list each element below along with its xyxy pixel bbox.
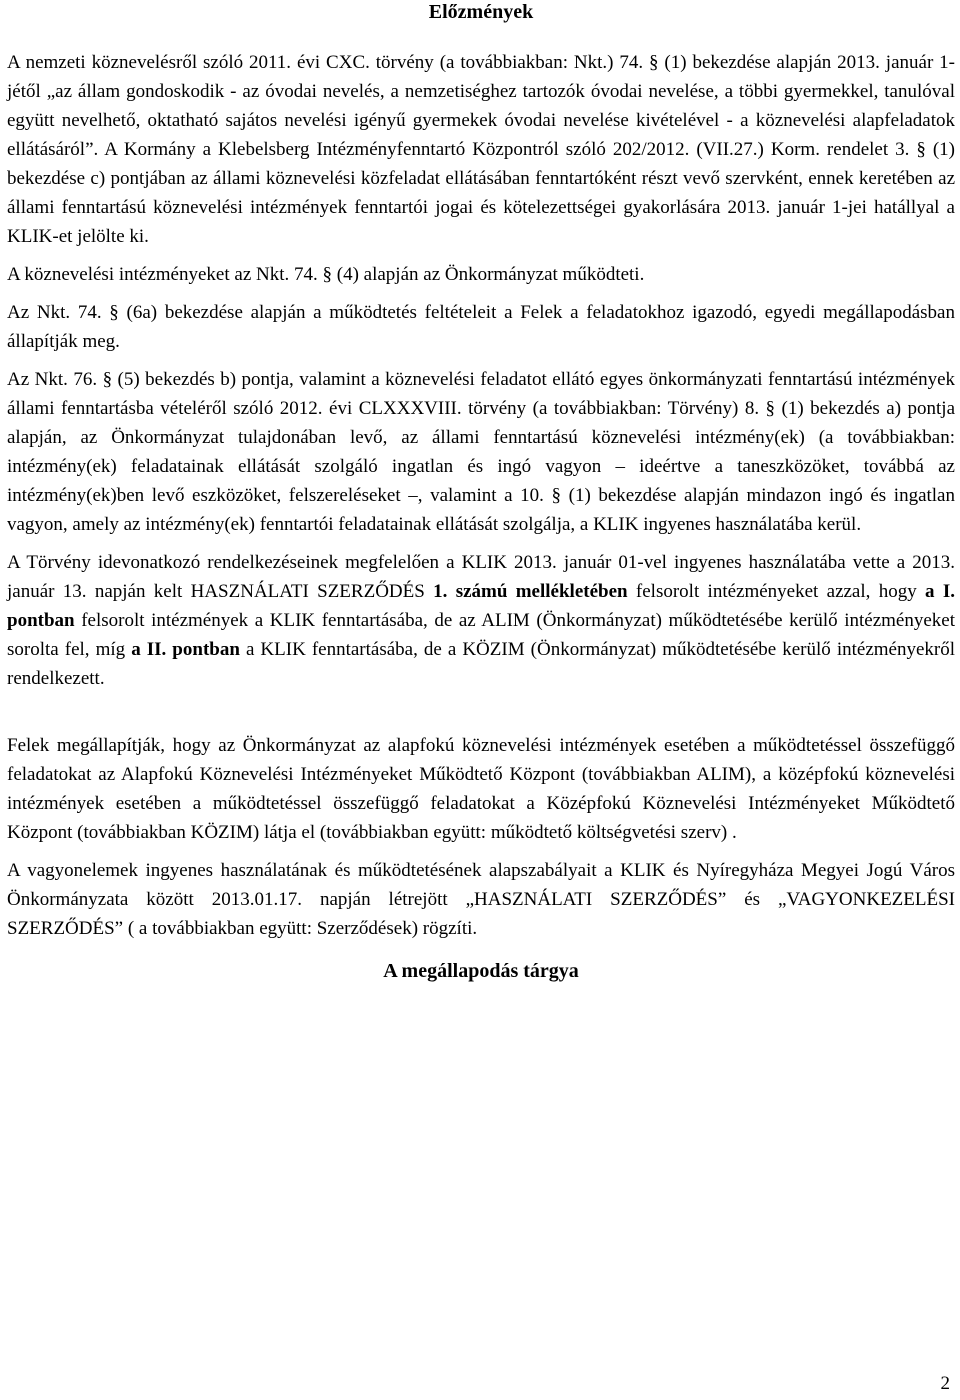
transfer-bold-point-two: a II. pontban	[131, 639, 240, 660]
transfer-text-3: felsorolt intézmények a KLIK fenntartásába, de az ALIM (Önkormányzat) működtetésébe kerülő intézményeket sorolta fel, míg	[7, 610, 955, 660]
paragraph-agreement-basis: Az Nkt. 74. § (6a) bekezdése alapján a működtetés feltételeit a Felek a feladatokhoz igazodó, egyedi megállapodásban állapítják meg.	[7, 302, 955, 352]
transfer-text-1: A Törvény idevonatkozó rendelkezéseinek megfelelően a KLIK 2013. január 01-vel ingyenes használatába vette a 2013. január 13. napján kelt HASZNÁLATI SZERZŐDÉS	[7, 552, 955, 602]
paragraph-property-use: Az Nkt. 76. § (5) bekezdés b) pontja, valamint a köznevelési feladatot ellátó egyes önkormányzati fenntartású intézmények állami fenntartásba vételéről szóló 2012. évi CLXXXVIII. törvény (a továbbiakban: Törvény) 8. § (1) bekezdés a) pontja alapján, az Önkormányzat tulajdonában levő, az állami fenntartású köznevelési intézmény(ek) (a továbbiakban: intézmény(ek) feladatainak ellátását szolgáló ingatlan és ingó vagyon – ideértve a taneszközöket, továbbá az intézmény(ek)ben levő eszközöket, felszereléseket –, valamint a 10. § (1) bekezdése alapján mindazon ingó és ingatlan vagyon, amely az intézmény(ek) fenntartói feladatainak ellátását szolgálja, a KLIK ingyenes használatába kerül.	[7, 369, 955, 535]
transfer-bold-annex: 1. számú mellékletében	[433, 581, 628, 602]
transfer-bold-point-one: a I. pontban	[7, 581, 955, 631]
section-heading-subject: A megállapodás tárgya	[383, 960, 579, 982]
paragraph-operating-centers: Felek megállapítják, hogy az Önkormányzat az alapfokú köznevelési intézmények esetében a működtetéssel összefüggő feladatokat az Alapfokú Köznevelési Intézményeket Működtető Központ (továbbiakban ALIM), a középfokú köznevelési intézmények esetében a működtetéssel összefüggő feladatokat a Középfokú Köznevelési Intézményeket Működtető Központ (továbbiakban KÖZIM) látja el (továbbiakban együtt: működtető költségvetési szerv) .	[7, 735, 955, 843]
transfer-text-2: felsorolt intézményeket azzal, hogy	[627, 581, 926, 602]
page-number: 2	[940, 1373, 950, 1394]
blank-line	[7, 702, 955, 731]
paragraph-operation: A köznevelési intézményeket az Nkt. 74. § (4) alapján az Önkormányzat működteti.	[7, 264, 645, 285]
paragraph-legal-background: A nemzeti köznevelésről szóló 2011. évi CXC. törvény (a továbbiakban: Nkt.) 74. § (1) bekezdése alapján 2013. január 1-jétől „az állam gondoskodik - az óvodai nevelés, a nemzetiséghez tartozók óvodai nevelése, a többi gyermekkel, tanulóval együtt nevelhető, oktatható sajátos nevelési igényű gyermekek óvodai nevelése kivételével - a köznevelési alapfeladatok ellátásáról”. A Kormány a Klebelsberg Intézményfenntartó Központról szóló 202/2012. (VII.27.) Korm. rendelet 3. § (1) bekezdése c) pontjában az állami köznevelési közfeladat ellátásában fenntartóként részt vevő szervként, ennek keretében az állami fenntartású köznevelési intézmények fenntartói jogai és kötelezettségei gyakorlására 2013. január 1-jei hatállyal a KLIK-et jelölte ki.	[7, 52, 955, 247]
document-page	[7, 0, 955, 983]
section-heading-previous: Előzmények	[428, 1, 534, 23]
transfer-text-4: a KLIK fenntartásába, de a KÖZIM (Önkormányzat) működtetésébe kerülő intézményekről rendelkezett.	[7, 639, 956, 689]
paragraph-contracts: A vagyonelemek ingyenes használatának és működtetésének alapszabályait a KLIK és Nyíregyháza Megyei Jogú Város Önkormányzata között 2013.01.17. napján létrejött „HASZNÁLATI SZERZŐDÉS” és „VAGYONKEZELÉSI SZERZŐDÉS” ( a továbbiakban együtt: Szerződések) rögzíti.	[7, 860, 955, 939]
paragraph-contract-transfer	[7, 548, 955, 693]
